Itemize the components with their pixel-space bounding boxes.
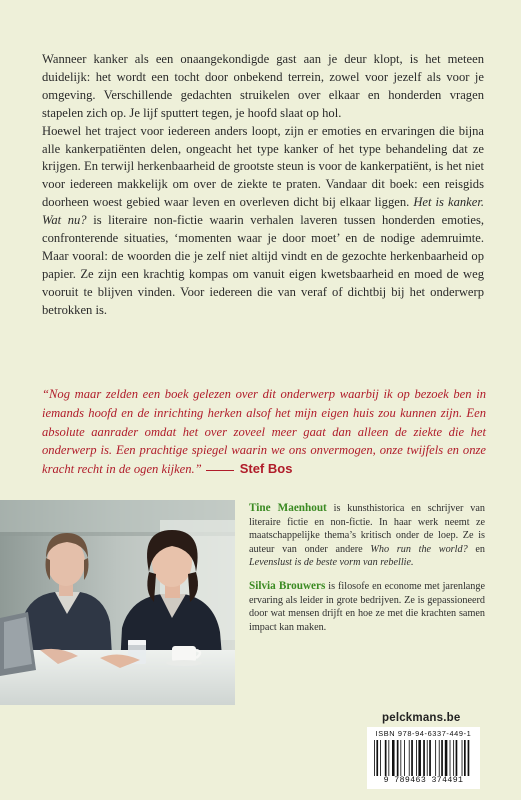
ean-digits: 9 789463 374491 <box>383 776 464 785</box>
barcode-bar <box>468 740 470 776</box>
book-title-levenslust: Levenslust is de beste vorm van rebellie. <box>249 557 414 569</box>
barcode-bar <box>385 740 387 776</box>
barcode-bars <box>374 740 474 776</box>
author-bios <box>249 502 485 644</box>
barcode-bar <box>462 740 463 776</box>
bio-and: en <box>475 543 486 555</box>
barcode-bar <box>450 740 451 776</box>
author-photo <box>0 500 235 705</box>
barcode-bar <box>429 740 431 776</box>
bio-silvia-brouwers <box>249 580 485 634</box>
quote-dash <box>206 470 234 471</box>
blurb-paragraph-2 <box>42 123 484 320</box>
book-title-inline: Het is kanker. Wat nu? <box>42 195 484 228</box>
barcode-bar <box>374 740 375 776</box>
isbn-label: ISBN 978-94-6337-449-1 <box>375 729 472 738</box>
author-name-2: Silvia Brouwers <box>249 579 326 592</box>
book-title-who-run-the-world: Who run the world? <box>370 543 468 555</box>
bio-text-1: is kunsthistorica en schrijver van literaire fictie en non-fictie. In haar werk neemt ze maatschappelijke thema’s kritisch onder de loep. Ze is auteur van onder andere <box>249 503 485 555</box>
blurb-paragraph-1: Wanneer kanker als een onaangekondigde gast aan je deur klopt, is het meteen duidelijk: het wordt een tocht door onbekend terrein, zowel voor jezelf als voor je omgeving. Verschillende gedachten struikelen over elkaar en honderden vragen stapelen zich op. Je lijf sputtert tegen, je hoofd slaat op hol. <box>42 52 484 120</box>
quote-text: “Nog maar zelden een boek gelezen over dit onderwerp waarbij ik op bezoek ben in iemands hoofd en de inrichting herken alsof het mijn eigen huis zou kunnen zijn. Een absolute aanrader omdat het over zoveel meer gaat dan alleen de ziekte die het onderwerp is. Een prachtige spiegel waarin we ons onvermogen, onze twijfels en onze kracht recht in de ogen kijken.” <box>42 387 486 477</box>
barcode-bar <box>388 740 389 776</box>
endorsement-quote <box>42 385 486 479</box>
barcode-bar <box>400 740 401 776</box>
barcode-bar <box>441 740 443 776</box>
barcode-bar <box>392 740 395 776</box>
quote-author: Stef Bos <box>239 461 293 477</box>
barcode-bar <box>456 740 458 776</box>
blurb-p2-end: is literaire non-fictie waarin verhalen laveren tussen honderden emoties, confronterende situaties, ‘momenten waar je door moet’ en de nodige ademruimte. Maar vooral: de woorden die je zelf niet altijd vindt en de gezochte herkenbaarheid op papier. Ze zijn een krachtig kompas om vanuit eigen kwetsbaarheid en moed de weg vooruit te blijven vinden. Voor iedereen die van veraf of dichtbij bij het onderwerp betrokken is. <box>42 213 485 317</box>
barcode-bar <box>423 740 425 776</box>
barcode-bar <box>435 740 436 776</box>
blurb-p2-start: Hoewel het traject voor iedereen anders loopt, zijn er emoties en ervaringen die bijna alle kankerpatiënten delen, ongeacht het type kanker of het type behandeling dat ze krijgen. En terwijl herkenbaarheid de grootste steun is voor de kankerpatiënt, is het niet voor iedereen makkelijk om over de ziekte te praten. Vandaar dit boek: een reisgids doorheen woest gebied waar leven en overleven dicht bij elkaar liggen. <box>42 123 484 210</box>
barcode-bar <box>418 740 421 776</box>
barcode-bar <box>445 740 448 776</box>
barcode-bar <box>453 740 454 776</box>
barcode-bar <box>397 740 399 776</box>
publisher-url: pelckmans.be <box>382 712 461 724</box>
barcode-bar <box>427 740 428 776</box>
barcode-bar <box>464 740 466 776</box>
barcode-bar <box>380 740 381 776</box>
bio-tine-maenhout <box>249 502 485 570</box>
barcode-bar <box>376 740 378 776</box>
author-name-1: Tine Maenhout <box>249 502 327 514</box>
barcode-bar <box>439 740 440 776</box>
barcode-bar <box>411 740 413 776</box>
barcode-bar <box>416 740 417 776</box>
barcode-bar <box>409 740 410 776</box>
isbn-barcode <box>367 727 480 789</box>
barcode-bar <box>404 740 405 776</box>
blurb-text <box>42 51 484 320</box>
bio-text-2: is filosofe en econome met jarenlange ervaring als leider in grote bedrijven. Ze is gepassioneerd door wat mensen drijft en hoe ze met die krachten samen impact kan maken. <box>249 580 486 633</box>
author-photo-image <box>0 500 235 705</box>
